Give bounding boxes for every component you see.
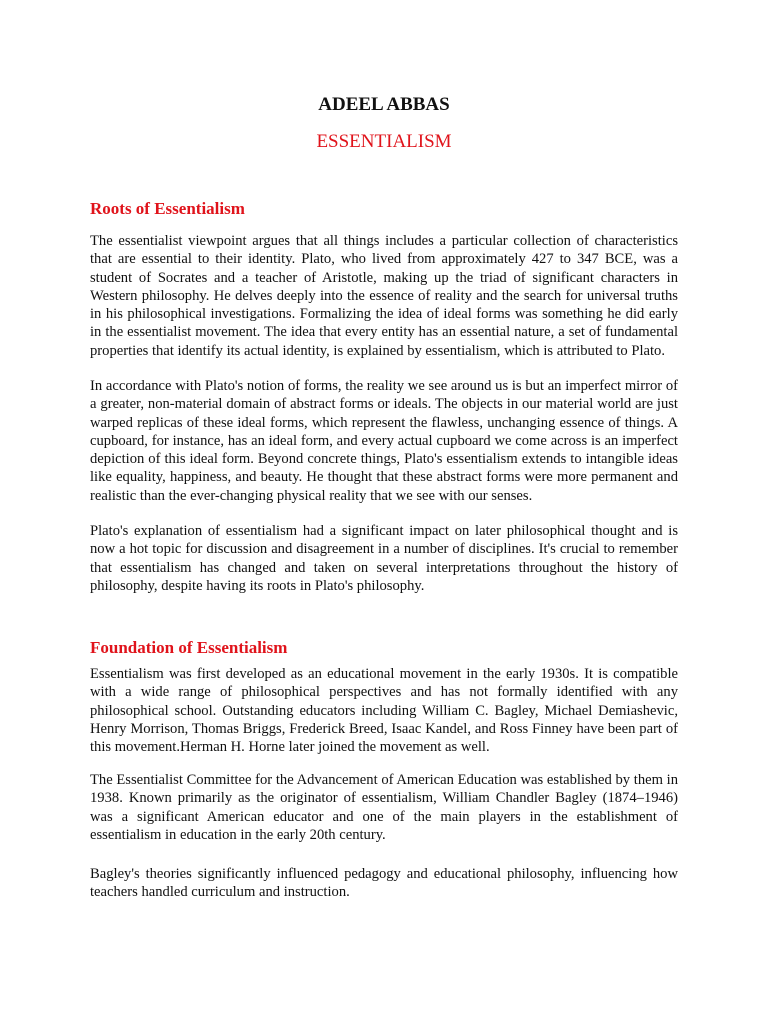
section-heading-roots: Roots of Essentialism (90, 199, 245, 218)
paragraph-roots-2: In accordance with Plato's notion of forms, the reality we see around us is but an imperfect mirror of a greater, non-material domain of abstract forms or ideals. The objects in our material world are just warped replicas of these ideal forms, which represent the flawless, unchanging essence of things. A cupboard, for instance, has an ideal form, and every actual cupboard we come across is an imperfect depiction of this ideal form. Beyond concrete things, Plato's essentialism extends to intangible ideas like equality, happiness, and beauty. He thought that these abstract forms were more permanent and realistic than the ever-changing physical reality that we see with our senses. (90, 378, 678, 504)
paragraph-foundation-3: Bagley's theories significantly influenced pedagogy and educational philosophy, influencing how teachers handled curriculum and instruction. (90, 866, 678, 901)
author-name: ADEEL ABBAS (318, 94, 450, 115)
section-heading-foundation: Foundation of Essentialism (90, 638, 288, 657)
paragraph-roots-1: The essentialist viewpoint argues that all things includes a particular collection of characteristics that are essential to their identity. Plato, who lived from approximately 427 to 347 BCE, was a student of Socrates and a teacher of Aristotle, making up the triad of significant characters in Western philosophy. He delves deeply into the essence of reality and the search for universal truths in his philosophical investigations. Formalizing the idea of ideal forms was something he did early in the essentialist movement. The idea that every entity has an essential nature, a set of fundamental properties that identify its actual identity, is explained by essentialism, which is attributed to Plato. (90, 233, 678, 359)
document-title: ESSENTIALISM (316, 131, 452, 152)
paragraph-roots-3: Plato's explanation of essentialism had a significant impact on later philosophical thought and is now a hot topic for discussion and disagreement in a number of disciplines. It's crucial to remember that essentialism has changed and taken on several interpretations throughout the history of philosophy, despite having its roots in Plato's philosophy. (90, 523, 678, 594)
paragraph-foundation-1: Essentialism was first developed as an educational movement in the early 1930s. It is compatible with a wide range of philosophical perspectives and has not formally identified with any philosophical school. Outstanding educators including William C. Bagley, Michael Demiashevic, Henry Morrison, Thomas Briggs, Frederick Breed, Isaac Kandel, and Ross Finney have been part of this movement.Herman H. Horne later joined the movement as well. (90, 666, 678, 756)
paragraph-foundation-2: The Essentialist Committee for the Advancement of American Education was established by them in 1938. Known primarily as the originator of essentialism, William Chandler Bagley (1874–1946) was a significant American educator and one of the main players in the establishment of essentialism in education in the early 20th century. (90, 772, 678, 843)
